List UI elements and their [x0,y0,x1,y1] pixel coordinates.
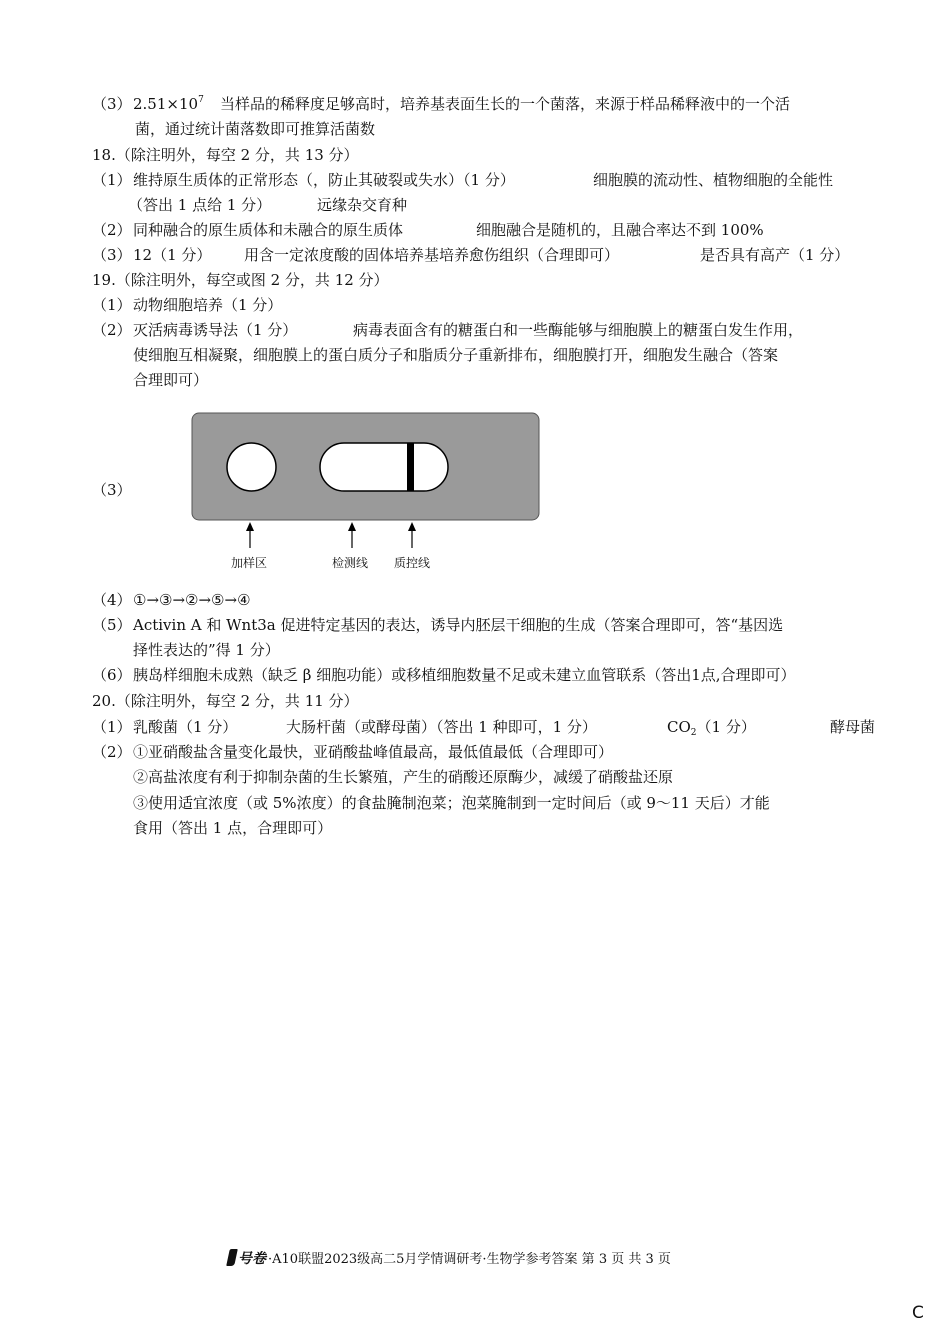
q18-1-answer-a: 维持原生质体的正常形态（，防止其破裂或失水）（1 分） [133,171,515,189]
q18-1-answer-b: 细胞膜的流动性、植物细胞的全能性 [593,171,834,189]
q19-5-answer-b: 择性表达的”得 1 分） [133,641,280,659]
q18-3-answer-b: 用含一定浓度酸的固体培养基培养愈伤组织（合理即可） [244,246,620,264]
q20-1-answer-b: 大肠杆菌（或酵母菌）（答出 1 种即可，1 分） [286,718,597,736]
q18-1-answer-d: 远缘杂交育种 [317,196,408,214]
q18-1-answer-c: （答出 1 点给 1 分） [128,196,272,214]
q19-3-number: （3） [92,481,132,499]
control-line-label: 质控线 [394,556,431,570]
sample-well [227,443,276,491]
q20-2-answer-a: ①亚硝酸盐含量变化最快，亚硝酸盐峰值最高，最低值最低（合理即可） [133,743,614,761]
q19-2-answer-c: 使细胞互相凝聚，细胞膜上的蛋白质分子和脂质分子重新排布，细胞膜打开，细胞发生融合（答案 [133,346,779,364]
q18-2-answer-b: 细胞融合是随机的，且融合率达不到 100% [476,221,764,239]
brand-logo-text: 号卷 [238,1251,266,1267]
corner-mark: C [912,1303,924,1323]
q20-2-answer-d: 食用（答出 1 点，合理即可） [133,819,333,837]
q18-2-answer-a: 同种融合的原生质体和未融合的原生质体 [133,221,404,239]
q18-1-number: （1） [92,171,132,189]
q19-4-answer: ①→③→②→⑤→④ [133,591,251,609]
control-line-band [407,443,414,491]
q20-1-answer-c [667,717,756,737]
q18-3-number: （3） [92,246,132,264]
q20-1-answer-a: 乳酸菌（1 分） [133,718,238,736]
q19-6-number: （6） [92,666,132,684]
test-line-label: 检测线 [332,556,369,570]
q20-heading-text: 20.（除注明外，每空 2 分，共 11 分） [92,692,359,710]
q19-5-answer-a: Activin A 和 Wnt3a 促进特定基因的表达，诱导内胚层干细胞的生成（答案合理即可，答“基因选 [133,616,784,634]
q20-2-answer-b: ②高盐浓度有利于抑制杂菌的生长繁殖，产生的硝酸还原酶少，减缓了硝酸盐还原 [133,768,674,786]
q19-2-number: （2） [92,321,132,339]
q20-1-number: （1） [92,718,132,736]
sample-zone-label: 加样区 [231,556,268,570]
co2-subscript: 2 [690,728,697,738]
q18-3-answer-c: 是否具有高产（1 分） [700,246,850,264]
q18-2-number: （2） [92,221,132,239]
q17-3-number: （3） [92,95,132,113]
co2-score: （1 分） [696,718,756,736]
test-line-pointer [348,522,356,548]
q19-2-answer-a: 灭活病毒诱导法（1 分） [133,321,298,339]
q19-2-answer-b: 病毒表面含有的糖蛋白和一些酶能够与细胞膜上的糖蛋白发生作用， [353,321,804,339]
q19-4-number: （4） [92,591,132,609]
q18-3-answer-a: 12（1 分） [133,246,212,264]
q20-1-answer-d: 酵母菌 [830,718,876,736]
q17-3-value-base: 2.51×10 [133,95,199,113]
page-footer [228,1249,671,1270]
brand-logo-icon [226,1249,238,1266]
q19-6-answer: 胰岛样细胞未成熟（缺乏 β 细胞功能）或移植细胞数量不足或未建立血管联系（答出1点,合理即可） [133,666,796,684]
q17-3-answer-cont: 菌，通过统计菌落数即可推算活菌数 [135,120,376,138]
q17-3-value-exponent: 7 [198,95,204,105]
result-window [320,443,448,491]
q20-2-answer-c: ③使用适宜浓度（或 5%浓度）的食盐腌制泡菜；泡菜腌制到一定时间后（或 9～11 天后）才能 [133,794,770,812]
sample-zone-pointer [246,522,254,548]
q19-1-number: （1） [92,296,132,314]
footer-text: ·A10联盟2023级高二5月学情调研考·生物学参考答案 第 3 页 共 3 页 [268,1252,671,1267]
control-line-pointer [408,522,416,548]
q20-2-number: （2） [92,743,132,761]
co2-base: CO [667,718,691,736]
q19-2-answer-d: 合理即可） [133,371,209,389]
test-strip-figure [0,0,950,600]
q18-heading-text: 18.（除注明外，每空 2 分，共 13 分） [92,146,359,164]
q19-5-number: （5） [92,616,132,634]
q19-1-answer: 动物细胞培养（1 分） [133,296,283,314]
q19-heading-text: 19.（除注明外，每空或图 2 分，共 12 分） [92,271,389,289]
q17-3-answer: 当样品的稀释度足够高时，培养基表面生长的一个菌落，来源于样品稀释液中的一个活 [220,95,791,113]
